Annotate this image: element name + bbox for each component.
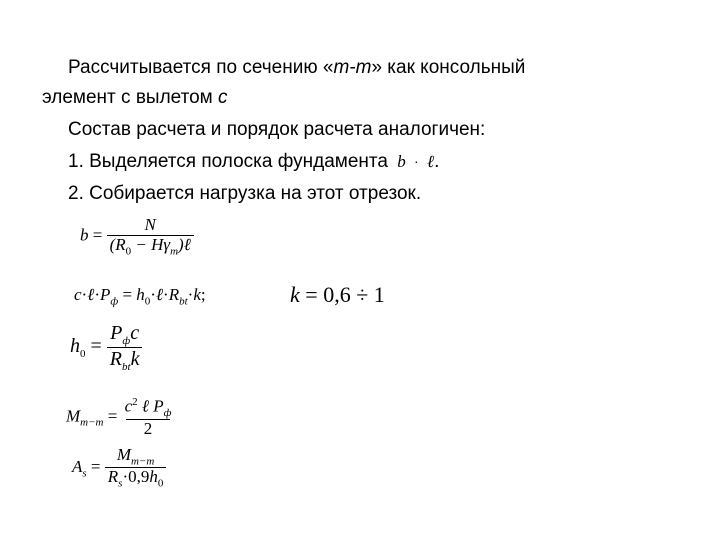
equals-sign: = bbox=[92, 225, 103, 245]
fraction-denominator bbox=[105, 467, 167, 489]
term: )ℓ bbox=[178, 234, 191, 254]
text-line-5: 2. Собирается нагрузка на этот отрезок. bbox=[68, 183, 422, 204]
term: − H bbox=[131, 234, 164, 254]
text-line-2 bbox=[42, 86, 227, 110]
section-label: m-m bbox=[333, 57, 372, 78]
subscript: m bbox=[170, 245, 179, 258]
fraction bbox=[105, 446, 167, 490]
text-segment: элемент с вылетом bbox=[42, 87, 218, 108]
dot-operator: · bbox=[81, 285, 88, 304]
term: c bbox=[130, 322, 140, 344]
subscript: bt bbox=[122, 361, 131, 374]
term: k bbox=[193, 285, 201, 304]
fraction-numerator bbox=[107, 322, 142, 347]
equals-sign: = bbox=[90, 335, 102, 358]
dot-operator: · bbox=[187, 285, 194, 304]
text-segment: Рассчитывается по сечению « bbox=[68, 57, 334, 78]
width-symbol: b bbox=[397, 152, 406, 171]
subscript: bt bbox=[179, 295, 188, 308]
equals-sign: = bbox=[305, 282, 318, 307]
dot-operator: · bbox=[163, 285, 169, 304]
term: h bbox=[136, 285, 145, 304]
text-segment: . bbox=[434, 151, 440, 172]
fraction bbox=[107, 216, 194, 257]
term: ℓ bbox=[87, 285, 95, 304]
text-line-1 bbox=[68, 56, 525, 80]
subscript: ф bbox=[163, 407, 172, 420]
text-line-4 bbox=[68, 150, 439, 176]
dot-operator: · bbox=[94, 285, 100, 304]
dot-operator: · bbox=[414, 156, 419, 171]
term: R bbox=[168, 285, 180, 304]
formula-lhs: b bbox=[80, 225, 89, 245]
term: k bbox=[290, 282, 300, 307]
term: k bbox=[130, 348, 140, 371]
fraction-denominator bbox=[107, 235, 194, 257]
equals-sign: = bbox=[90, 456, 101, 476]
length-symbol: ℓ bbox=[426, 152, 435, 171]
text-line-3: Состав расчета и порядок расчета аналогичен: bbox=[68, 119, 486, 140]
dot-operator: · bbox=[150, 285, 156, 304]
term: ℓ bbox=[155, 285, 164, 304]
subscript: 0 bbox=[125, 245, 132, 258]
text-segment: 1. Выделяется полоска фундамента bbox=[68, 151, 388, 172]
fraction-numerator bbox=[122, 396, 175, 419]
term: c bbox=[124, 396, 133, 416]
term: M bbox=[66, 406, 81, 426]
term: 0,9 bbox=[128, 467, 150, 487]
formula-equilibrium bbox=[74, 285, 206, 307]
formula-reinforcement-area bbox=[72, 446, 166, 490]
equals-sign: = bbox=[122, 285, 133, 304]
fraction-denominator: 2 bbox=[126, 419, 171, 439]
term: ℓ bbox=[141, 396, 149, 416]
subscript: ф bbox=[122, 335, 131, 347]
subscript: 0 bbox=[144, 295, 151, 308]
subscript: m−m bbox=[130, 455, 155, 468]
subscript: 0 bbox=[80, 348, 86, 361]
formula-height bbox=[70, 322, 142, 373]
fraction-numerator bbox=[114, 446, 157, 467]
subscript: ф bbox=[110, 295, 119, 308]
semicolon: ; bbox=[200, 285, 206, 304]
term: c bbox=[74, 285, 82, 304]
formula-width bbox=[80, 216, 194, 257]
equals-sign: = bbox=[107, 406, 118, 426]
dot-operator: · bbox=[122, 467, 129, 487]
term: h bbox=[70, 335, 80, 358]
term: R bbox=[109, 348, 122, 371]
fraction bbox=[107, 322, 143, 373]
subscript: s bbox=[118, 477, 123, 490]
fraction-denominator bbox=[107, 347, 143, 373]
term: A bbox=[72, 456, 83, 476]
subscript: m−m bbox=[80, 416, 104, 429]
term: R bbox=[107, 467, 119, 487]
text-segment: » как консольный bbox=[371, 57, 526, 78]
coefficient-range: 0,6 ÷ 1 bbox=[323, 282, 385, 307]
fraction bbox=[122, 396, 175, 439]
formula-coefficient bbox=[290, 282, 385, 308]
term: P bbox=[99, 285, 111, 304]
term: γ bbox=[163, 234, 171, 254]
term: (R bbox=[109, 234, 126, 254]
term: P bbox=[153, 396, 164, 416]
overhang-symbol: c bbox=[217, 87, 228, 108]
term: h bbox=[149, 467, 158, 487]
subscript: s bbox=[82, 467, 87, 480]
term: P bbox=[110, 322, 123, 344]
formula-moment bbox=[66, 396, 174, 439]
term: M bbox=[116, 445, 131, 464]
superscript: 2 bbox=[132, 396, 138, 408]
subscript: 0 bbox=[157, 477, 164, 490]
fraction-numerator: N bbox=[144, 215, 156, 234]
